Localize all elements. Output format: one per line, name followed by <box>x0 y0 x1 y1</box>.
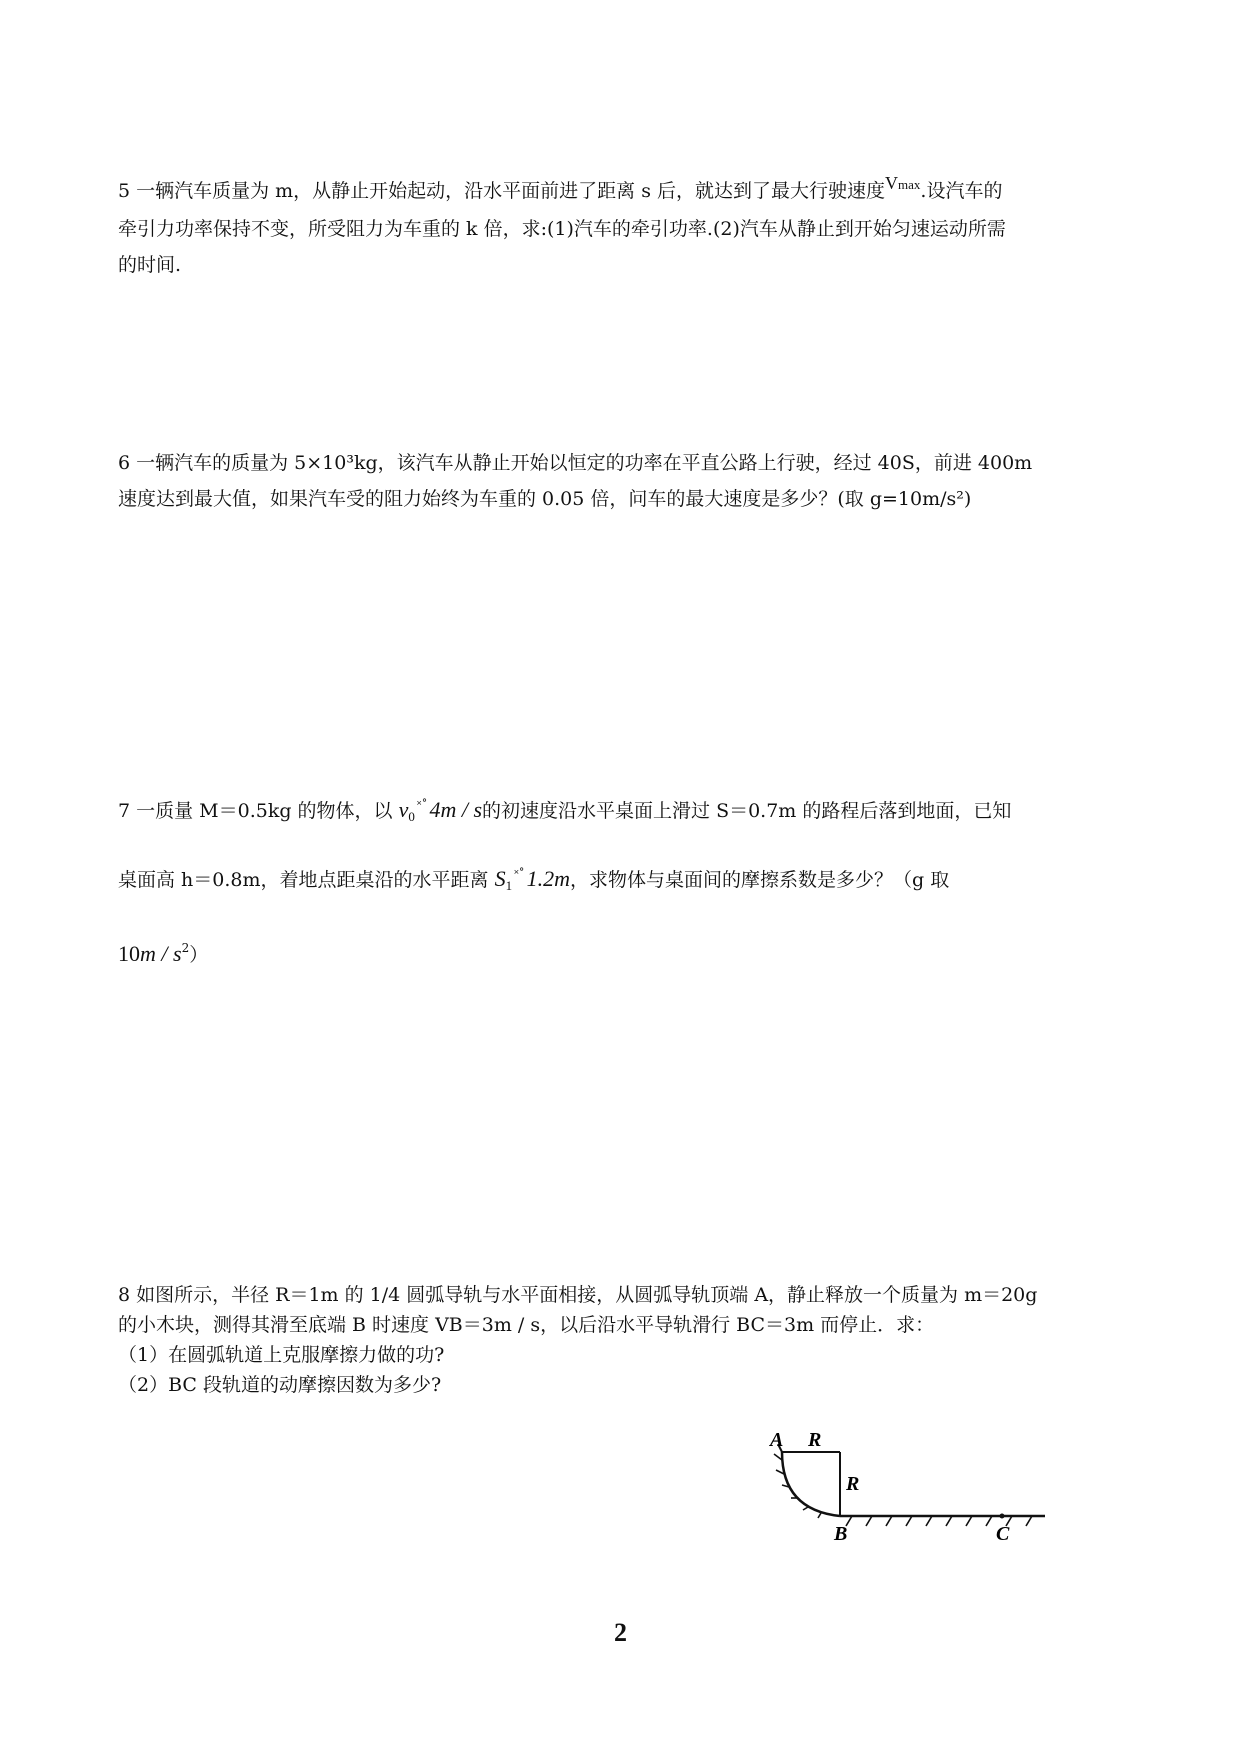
problem-7-text-a: 7 一质量 M＝0.5kg 的物体，以 <box>118 800 393 822</box>
problem-7-text-e: ） <box>189 944 209 966</box>
s1-subscript: 1 <box>505 878 513 893</box>
problem-8 <box>118 1280 1128 1400</box>
problem-5-text-a: 5 一辆汽车质量为 m，从静止开始起动，沿水平面前进了距离 s 后，就达到了最大行驶速度 <box>118 180 886 202</box>
problem-7-line-1 <box>118 779 1128 848</box>
problem-5 <box>118 173 1128 283</box>
problem-6-line-2: 速度达到最大值，如果汽车受的阻力始终为车重的 0.05 倍，问车的最大速度是多少？(取 g=10m/s²) <box>118 488 972 510</box>
v0-symbol <box>399 797 415 822</box>
problem-5-line-3: 的时间. <box>118 254 182 276</box>
problem-6-line-1: 6 一辆汽车的质量为 5×10³kg，该汽车从静止开始以恒定的功率在平直公路上行驶，经过 40S，前进 400m <box>118 452 1033 474</box>
problem-7-line-2 <box>118 848 1128 917</box>
g-value: 10 <box>118 941 140 966</box>
vmax-symbol <box>885 173 920 193</box>
problem-6 <box>118 445 1128 517</box>
point-c-marker <box>1000 1514 1005 1519</box>
problem-8-question-2: （2）BC 段轨道的动摩擦因数为多少? <box>118 1374 442 1396</box>
quarter-circle-track-figure <box>760 1410 1060 1540</box>
problem-8-line-2: 的小木块，测得其滑至底端 B 时速度 VB＝3m / s，以后沿水平导轨滑行 BC＝3m 而停止．求： <box>118 1314 935 1336</box>
problem-8-line-1: 8 如图所示，半径 R＝1m 的 1/4 圆弧导轨与水平面相接，从圆弧导轨顶端 A，静止释放一个质量为 m＝20g <box>118 1284 1038 1306</box>
arc-track <box>782 1452 840 1516</box>
label-r-top: R <box>808 1429 822 1451</box>
g-unit-exponent: 2 <box>181 941 190 955</box>
label-b: B <box>834 1523 848 1540</box>
problem-7-text-c: 桌面高 h＝0.8m，着地点距桌沿的水平距离 <box>118 869 489 891</box>
equals-glyph-2: ˟˚ <box>514 867 525 881</box>
problem-5-text-b: .设汽车的 <box>920 180 1003 202</box>
problem-7-text-b: 的初速度沿水平桌面上滑过 S＝0.7m 的路程后落到地面，已知 <box>482 800 1012 822</box>
vmax-v: V <box>885 173 899 193</box>
problem-5-line-1 <box>118 173 1128 211</box>
problem-5-line-2: 牵引力功率保持不变，所受阻力为车重的 k 倍，求:(1)汽车的牵引功率.(2)汽车从静止到开始匀速运动所需 <box>118 218 1006 240</box>
v0-value: 4m / s <box>429 797 483 822</box>
problem-7 <box>118 779 1128 986</box>
vmax-subscript: max <box>898 177 921 192</box>
s1-value: 1.2m <box>526 866 571 891</box>
problem-8-question-1: （1）在圆弧轨道上克服摩擦力做的功? <box>118 1344 445 1366</box>
problem-7-text-d: ，求物体与桌面间的摩擦系数是多少？（g 取 <box>570 869 950 891</box>
problem-7-line-3 <box>118 917 1128 986</box>
equals-glyph-1: ˟˚ <box>416 798 428 812</box>
label-a: A <box>770 1429 784 1451</box>
g-unit: m / s <box>140 941 182 966</box>
v0-var: v <box>398 797 409 822</box>
page-number: 2 <box>614 1618 627 1647</box>
v0-subscript: 0 <box>408 809 415 824</box>
label-c: C <box>996 1523 1010 1540</box>
s1-symbol <box>495 866 513 891</box>
s1-var: S <box>494 866 506 891</box>
label-r-side: R <box>846 1473 860 1495</box>
